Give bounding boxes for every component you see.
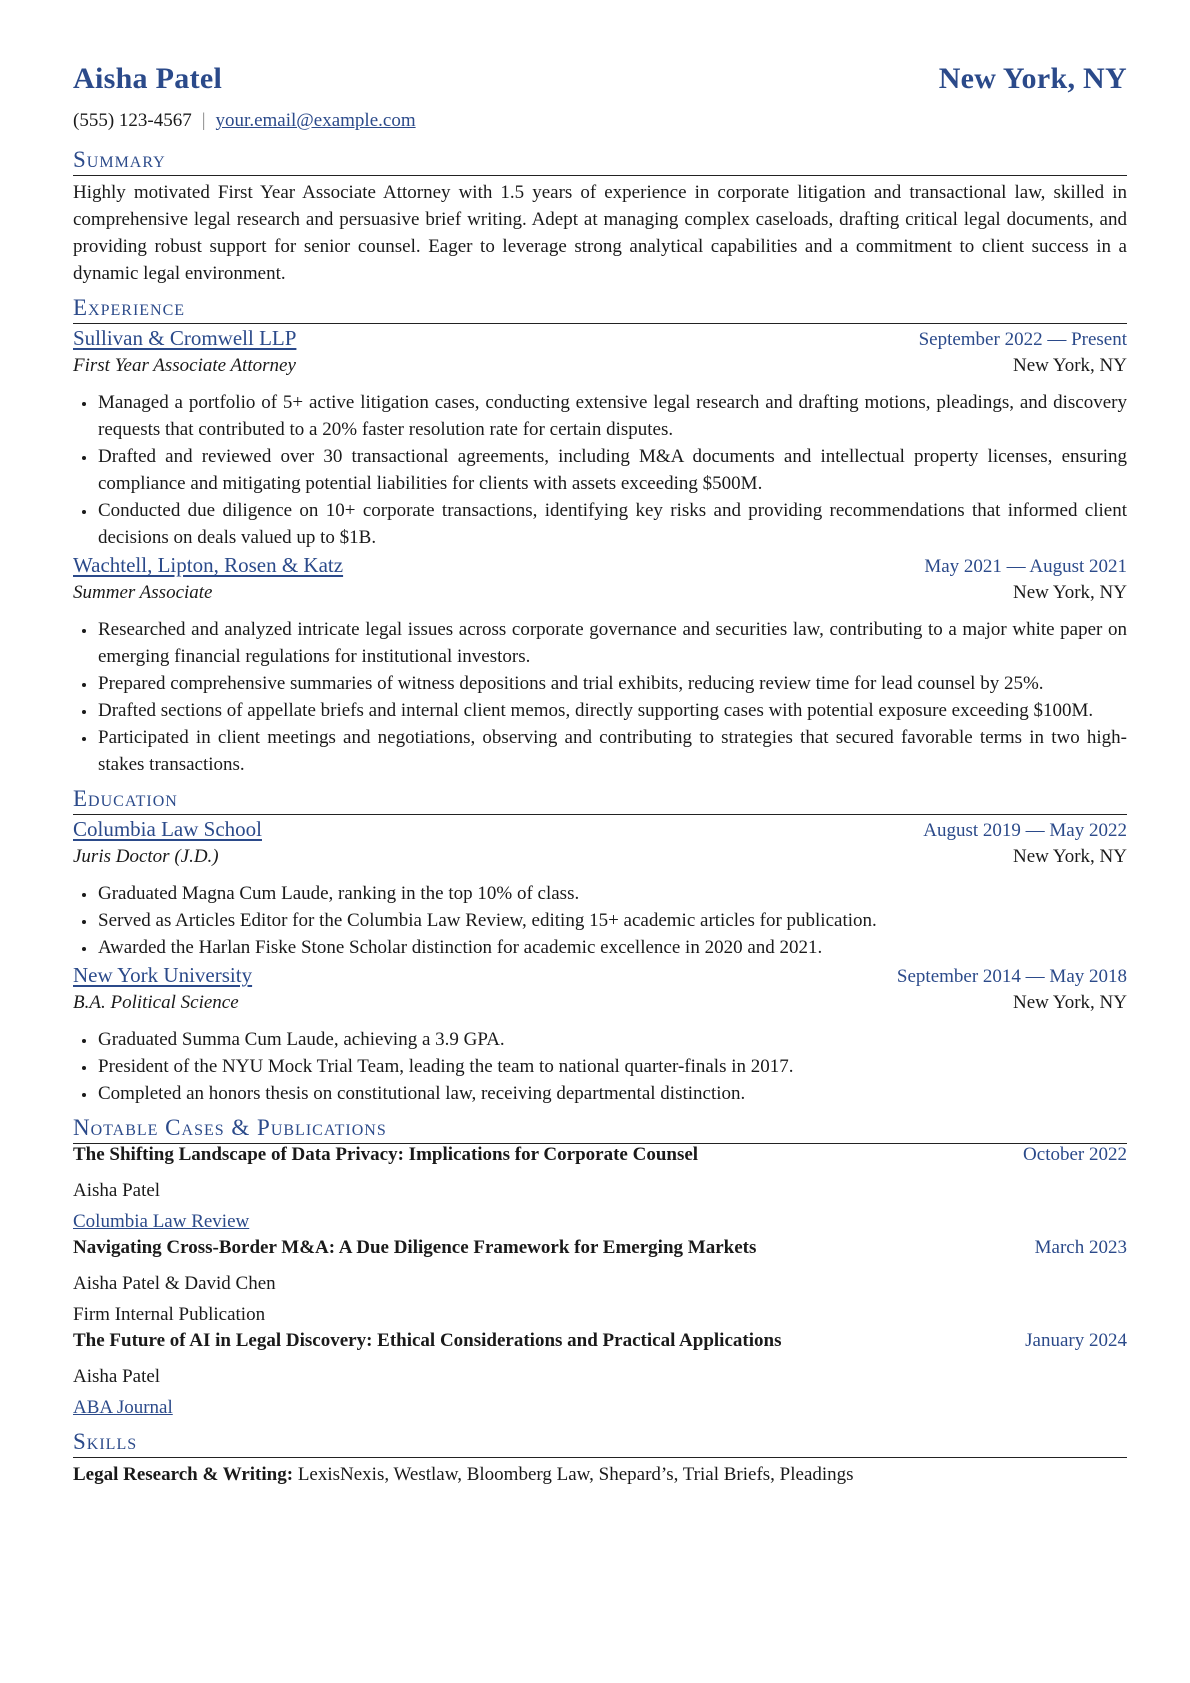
candidate-location: New York, NY — [938, 62, 1127, 95]
achievement-list — [73, 389, 1127, 551]
contact-line — [73, 110, 416, 132]
employment-dates: September 2022 — Present — [918, 329, 1127, 350]
publication-date: October 2022 — [1023, 1144, 1127, 1165]
achievement-item: • Managed a portfolio of 5+ active litigation cases, conducting extensive legal research and drafting motions, pleadings, and discovery requests that contributed to a 20% faster resolution rate for certain disputes. — [97, 389, 1127, 443]
section-title-summary: Summary — [73, 145, 1127, 176]
job-location: New York, NY — [1012, 582, 1127, 603]
section-title-skills: Skills — [73, 1427, 1127, 1458]
publication-entry — [73, 1144, 1127, 1237]
skill-row — [73, 1464, 1127, 1486]
experience-section — [73, 293, 1127, 778]
email-link[interactable]: your.email@example.com — [215, 110, 416, 131]
experience-entry — [73, 326, 1127, 551]
skill-values: LexisNexis, Westlaw, Bloomberg Law, Shepard’s, Trial Briefs, Pleadings — [297, 1464, 854, 1485]
skills-section — [73, 1427, 1127, 1486]
achievement-item: • Drafted sections of appellate briefs and internal client memos, directly supporting cases with potential exposure exceeding $100M. — [97, 697, 1127, 724]
publication-title: The Future of AI in Legal Discovery: Ethical Considerations and Practical Applications — [73, 1330, 782, 1351]
highlight-item: • Graduated Magna Cum Laude, ranking in the top 10% of class. — [97, 880, 1127, 907]
school-location: New York, NY — [1012, 992, 1127, 1013]
achievement-item: • Prepared comprehensive summaries of witness depositions and trial exhibits, reducing review time for lead counsel by 25%. — [97, 670, 1127, 697]
achievement-item: • Participated in client meetings and negotiations, observing and contributing to strategies that secured favorable terms in two high-stakes transactions. — [97, 724, 1127, 778]
employer-link[interactable]: Wachtell, Lipton, Rosen & Katz — [73, 553, 344, 577]
phone-number: (555) 123-4567 — [73, 110, 192, 131]
school-link[interactable]: New York University — [73, 963, 253, 987]
school-link[interactable]: Columbia Law School — [73, 817, 262, 841]
achievement-item: • Conducted due diligence on 10+ corporate transactions, identifying key risks and providing recommendations that informed client decisions on deals valued up to $1B. — [97, 497, 1127, 551]
publication-entry — [73, 1237, 1127, 1330]
summary-text: Highly motivated First Year Associate Attorney with 1.5 years of experience in corporate litigation and transactional law, skilled in comprehensive legal research and persuasive brief writing. Adept at managing complex caseloads, drafting critical legal documents, and providing robust support for senior counsel. Eager to leverage strong analytical capabilities and a commitment to client success in a dynamic legal environment. — [73, 182, 1127, 284]
education-entry — [73, 817, 1127, 961]
resume-page — [73, 0, 1127, 1490]
publication-date: January 2024 — [1025, 1330, 1127, 1351]
achievement-item: • Researched and analyzed intricate legal issues across corporate governance and securities law, contributing to a major white paper on emerging financial regulations for institutional investors. — [97, 616, 1127, 670]
publication-authors: Aisha Patel — [73, 1180, 161, 1201]
publication-date: March 2023 — [1034, 1237, 1127, 1258]
education-highlights — [73, 1026, 1127, 1107]
highlight-item: • Completed an honors thesis on constitutional law, receiving departmental distinction. — [97, 1080, 1127, 1107]
publication-venue-link[interactable]: Columbia Law Review — [73, 1211, 250, 1232]
publication-authors: Aisha Patel — [73, 1366, 161, 1387]
education-entry — [73, 963, 1127, 1107]
education-highlights — [73, 880, 1127, 961]
degree: Juris Doctor (J.D.) — [73, 846, 219, 867]
publication-authors: Aisha Patel & David Chen — [73, 1273, 276, 1294]
section-title-experience: Experience — [73, 293, 1127, 324]
education-section — [73, 784, 1127, 1107]
candidate-name: Aisha Patel — [73, 62, 223, 95]
highlight-item: • Graduated Summa Cum Laude, achieving a 3.9 GPA. — [97, 1026, 1127, 1053]
education-dates: August 2019 — May 2022 — [923, 820, 1127, 841]
job-location: New York, NY — [1012, 355, 1127, 376]
publication-title: Navigating Cross-Border M&A: A Due Diligence Framework for Emerging Markets — [73, 1237, 757, 1258]
highlight-item: • Served as Articles Editor for the Columbia Law Review, editing 15+ academic articles for publication. — [97, 907, 1127, 934]
publications-section — [73, 1113, 1127, 1423]
contact-separator: | — [201, 110, 206, 131]
section-title-publications: Notable Cases & Publications — [73, 1113, 1127, 1144]
degree: B.A. Political Science — [73, 992, 239, 1013]
school-location: New York, NY — [1012, 846, 1127, 867]
publication-entry — [73, 1330, 1127, 1423]
experience-entry — [73, 553, 1127, 778]
section-title-education: Education — [73, 784, 1127, 815]
publication-venue-link[interactable]: ABA Journal — [73, 1397, 173, 1418]
achievement-list — [73, 616, 1127, 778]
skill-category: Legal Research & Writing: — [73, 1464, 294, 1485]
highlight-item: • Awarded the Harlan Fiske Stone Scholar distinction for academic excellence in 2020 and 2021. — [97, 934, 1127, 961]
highlight-item: • President of the NYU Mock Trial Team, leading the team to national quarter-finals in 2017. — [97, 1053, 1127, 1080]
job-title: Summer Associate — [73, 582, 213, 603]
publication-venue: Firm Internal Publication — [73, 1304, 266, 1325]
education-dates: September 2014 — May 2018 — [896, 966, 1127, 987]
employment-dates: May 2021 — August 2021 — [924, 556, 1127, 577]
job-title: First Year Associate Attorney — [73, 355, 296, 376]
resume-header — [73, 0, 1127, 145]
summary-section — [73, 145, 1127, 287]
achievement-item: • Drafted and reviewed over 30 transactional agreements, including M&A documents and intellectual property licenses, ensuring compliance and mitigating potential liabilities for clients with assets exceeding $500M. — [97, 443, 1127, 497]
publication-title: The Shifting Landscape of Data Privacy: Implications for Corporate Counsel — [73, 1144, 699, 1165]
employer-link[interactable]: Sullivan & Cromwell LLP — [73, 326, 297, 350]
